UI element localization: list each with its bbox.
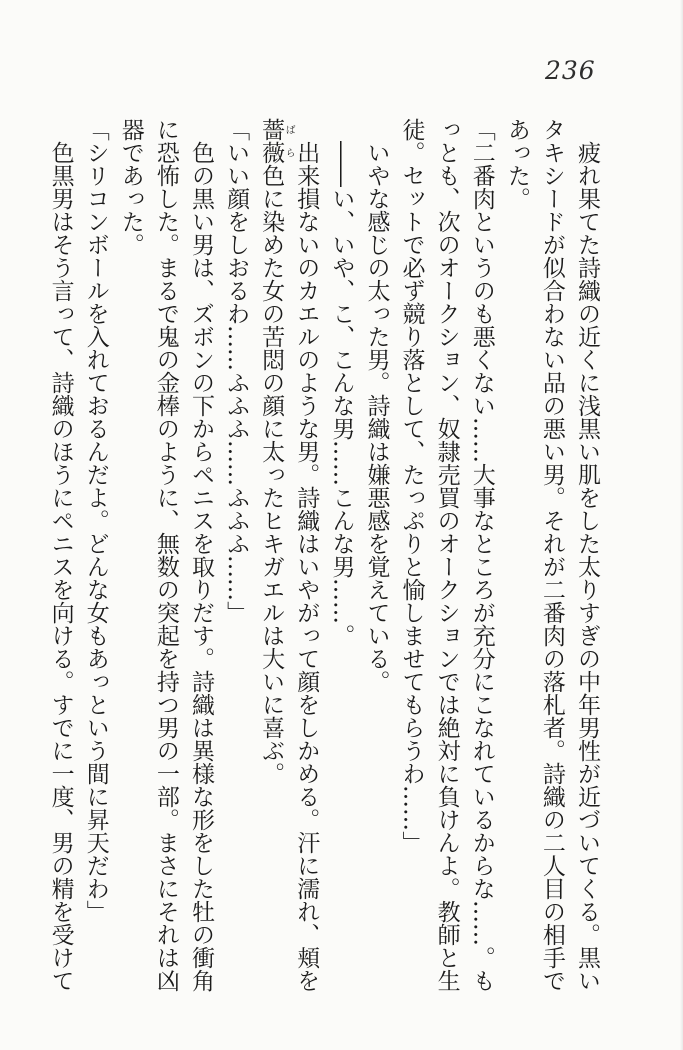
paragraph-1: 疲れ果てた詩織の近くに浅黒い肌をした太りすぎの中年男性が近づいてくる。黒いタキシードが似合わない品の悪い男。それが二番肉の落札者。詩織の二人目の相手であった。	[503, 118, 600, 992]
paragraph-2: 「二番肉というのも悪くない……大事なところが充分にこなれているからな……。もっとも、次のオークション、奴隷売買のオークションでは絶対に負けんよ。教師と生徒。セットで必ず競り落として、たっぷりと愉しませてもらうわ……」	[398, 118, 495, 992]
page-number: 236	[545, 56, 596, 85]
paragraph-6: 「いい顔をしおるわ……ふふふ……ふふふ……」	[223, 118, 250, 624]
paragraph-4: ――い、いや、こ、こんな男……こんな男……。	[328, 141, 355, 647]
paragraph-7: 色の黒い男は、ズボンの下からペニスを取りだす。詩織は異様な形をした牡の衝角に恐怖した。まるで鬼の金棒のように、無数の突起を持つ男の一部。まさにそれは凶器であった。	[117, 118, 214, 992]
body-text	[42, 118, 604, 994]
paragraph-8: 「シリコンボールを入れておるんだよ。どんな女もあっという間に昇天だわ」	[82, 118, 109, 923]
paragraph-5: 出来損ないのカエルのような男。詩織はいやがって顔をしかめる。汗に濡れ、頬を薔薇 ばら色に染めた女の苦悶の顔に太ったヒキガエルは大いに喜ぶ。	[258, 118, 320, 992]
paragraph-9: 色黒男はそう言って、詩織のほうにペニスを向ける。すでに一度、男の精を受けて	[47, 141, 74, 992]
ruby-annotation: 薔薇 ばら	[258, 118, 295, 164]
paragraph-3: いやな感じの太った男。詩織は嫌悪感を覚えている。	[363, 141, 390, 693]
